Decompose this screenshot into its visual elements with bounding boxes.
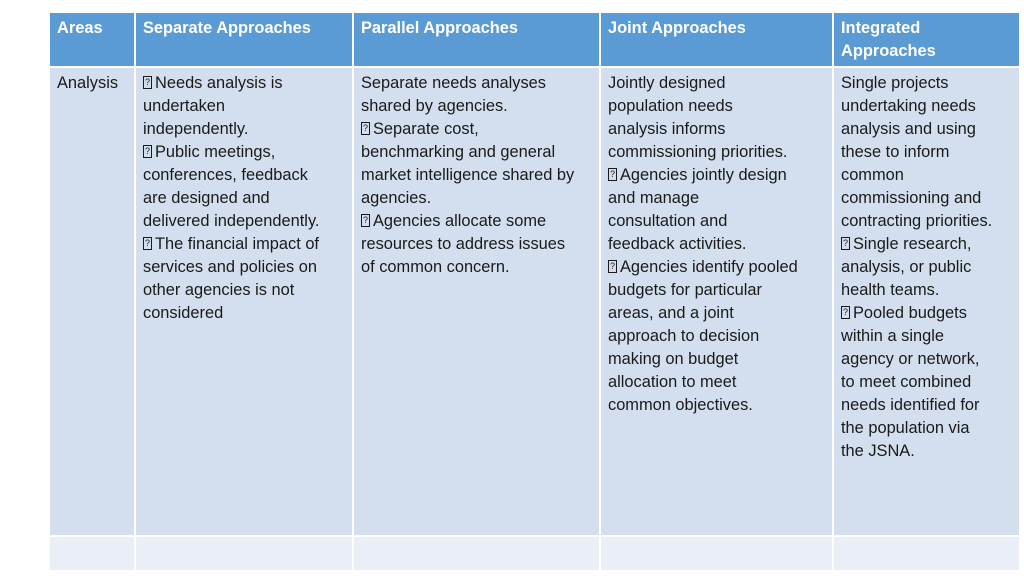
cell-line-text: needs identified for — [841, 396, 980, 414]
header-line: Integrated — [841, 19, 921, 37]
empty-cell — [354, 537, 599, 570]
cell-line-text: the population via — [841, 419, 970, 437]
cell-line — [361, 72, 593, 95]
cell-line — [143, 72, 346, 95]
missing-glyph-bullet-icon — [361, 122, 370, 135]
cell-line — [608, 371, 826, 394]
cell-line-text: Agencies jointly design — [620, 166, 787, 184]
cell-line-text: services and policies on — [143, 258, 318, 276]
cell-line-text: and manage — [608, 189, 700, 207]
cell-line-text: analysis and using — [841, 120, 976, 138]
cell-line — [841, 440, 1013, 463]
cell-line — [608, 325, 826, 348]
cell-line-text: Separate needs analyses — [361, 74, 546, 92]
cell-line-text: market intelligence shared by — [361, 166, 575, 184]
missing-glyph-bullet-icon — [841, 237, 850, 250]
cell-line — [608, 118, 826, 141]
cell-line-text: allocation to meet — [608, 373, 737, 391]
empty-cell — [50, 537, 134, 570]
cell-parallel — [354, 68, 599, 535]
cell-line — [608, 279, 826, 302]
cell-line — [608, 233, 826, 256]
empty-cell — [601, 537, 832, 570]
cell-line-text: Needs analysis is — [155, 74, 283, 92]
cell-line-text: resources to address issues — [361, 235, 566, 253]
header-line: Approaches — [841, 42, 936, 60]
cell-line — [841, 417, 1013, 440]
cell-line — [608, 95, 826, 118]
missing-glyph-bullet-icon — [608, 260, 617, 273]
cell-line-text: Jointly designed — [608, 74, 726, 92]
cell-line-text: feedback activities. — [608, 235, 747, 253]
empty-cell — [136, 537, 352, 570]
cell-line-text: undertaken — [143, 97, 226, 115]
missing-glyph-bullet-icon — [608, 168, 617, 181]
cell-line-text: Single research, — [853, 235, 972, 253]
cell-line-text: population needs — [608, 97, 733, 115]
cell-line — [608, 210, 826, 233]
cell-line — [841, 72, 1013, 95]
cell-line — [608, 187, 826, 210]
cell-line — [143, 279, 346, 302]
cell-line — [361, 210, 593, 233]
cell-line-text: Public meetings, — [155, 143, 276, 161]
cell-line-text: analysis informs — [608, 120, 726, 138]
cell-line — [361, 141, 593, 164]
cell-line — [608, 141, 826, 164]
header-areas — [50, 13, 134, 66]
header-line: Areas — [57, 19, 103, 37]
cell-line — [841, 371, 1013, 394]
cell-line — [608, 302, 826, 325]
cell-line — [841, 279, 1013, 302]
missing-glyph-bullet-icon — [143, 76, 152, 89]
cell-line-text: common objectives. — [608, 396, 753, 414]
cell-line-text: contracting priorities. — [841, 212, 993, 230]
empty-cell — [834, 537, 1019, 570]
cell-line — [841, 233, 1013, 256]
cell-line — [608, 164, 826, 187]
cell-line-text: approach to decision — [608, 327, 760, 345]
cell-line-text: shared by agencies. — [361, 97, 508, 115]
cell-line-text: health teams. — [841, 281, 940, 299]
cell-line-text: of common concern. — [361, 258, 510, 276]
cell-line — [143, 302, 346, 325]
cell-line-text: other agencies is not — [143, 281, 295, 299]
header-integrated-approaches — [834, 13, 1019, 66]
cell-line — [841, 394, 1013, 417]
cell-line — [841, 348, 1013, 371]
cell-line — [608, 72, 826, 95]
header-line: Joint Approaches — [608, 19, 746, 37]
cell-line — [361, 187, 593, 210]
cell-area-analysis — [50, 68, 134, 535]
cell-line-text: common — [841, 166, 904, 184]
cell-line — [841, 164, 1013, 187]
cell-line — [143, 256, 346, 279]
cell-line-text: considered — [143, 304, 224, 322]
header-parallel-approaches — [354, 13, 599, 66]
cell-line-text: these to inform — [841, 143, 950, 161]
cell-integrated — [834, 68, 1019, 535]
cell-line — [143, 118, 346, 141]
cell-line-text: to meet combined — [841, 373, 972, 391]
missing-glyph-bullet-icon — [143, 145, 152, 158]
cell-line-text: Separate cost, — [373, 120, 479, 138]
cell-line — [841, 187, 1013, 210]
cell-line-text: Single projects — [841, 74, 949, 92]
cell-line — [361, 256, 593, 279]
cell-line — [608, 256, 826, 279]
cell-line — [361, 164, 593, 187]
cell-line-text: delivered independently. — [143, 212, 320, 230]
cell-line-text: analysis, or public — [841, 258, 972, 276]
cell-line-text: consultation and — [608, 212, 728, 230]
header-joint-approaches — [601, 13, 832, 66]
cell-line-text: Agencies identify pooled — [620, 258, 798, 276]
cell-line-text: commissioning and — [841, 189, 982, 207]
cell-line — [143, 233, 346, 256]
cell-line — [841, 256, 1013, 279]
cell-joint — [601, 68, 832, 535]
cell-line — [841, 325, 1013, 348]
cell-line-text: are designed and — [143, 189, 270, 207]
missing-glyph-bullet-icon — [841, 306, 850, 319]
cell-separate — [136, 68, 352, 535]
cell-line-text: within a single — [841, 327, 944, 345]
cell-line — [361, 95, 593, 118]
cell-line — [841, 95, 1013, 118]
cell-line-text: Pooled budgets — [853, 304, 967, 322]
cell-line-text: benchmarking and general — [361, 143, 556, 161]
cell-line-text: areas, and a joint — [608, 304, 734, 322]
approaches-table — [50, 13, 1011, 566]
cell-line — [841, 118, 1013, 141]
cell-line-text: the JSNA. — [841, 442, 915, 460]
cell-line-text: commissioning priorities. — [608, 143, 788, 161]
cell-line — [143, 164, 346, 187]
cell-line-text: independently. — [143, 120, 249, 138]
missing-glyph-bullet-icon — [143, 237, 152, 250]
cell-line-text: Agencies allocate some — [373, 212, 547, 230]
header-separate-approaches — [136, 13, 352, 66]
cell-line-text: undertaking needs — [841, 97, 976, 115]
cell-line — [361, 118, 593, 141]
cell-line-text: conferences, feedback — [143, 166, 308, 184]
cell-line — [841, 210, 1013, 233]
header-line: Separate Approaches — [143, 19, 311, 37]
cell-line-text: budgets for particular — [608, 281, 762, 299]
cell-line — [841, 302, 1013, 325]
cell-line — [841, 141, 1013, 164]
cell-line — [608, 348, 826, 371]
header-line: Parallel Approaches — [361, 19, 518, 37]
cell-line-text: The financial impact of — [155, 235, 319, 253]
cell-line — [361, 233, 593, 256]
area-label: Analysis — [57, 74, 119, 92]
cell-line-text: agencies. — [361, 189, 432, 207]
cell-line — [143, 141, 346, 164]
cell-line-text: agency or network, — [841, 350, 980, 368]
missing-glyph-bullet-icon — [361, 214, 370, 227]
cell-line — [143, 95, 346, 118]
cell-line — [608, 394, 826, 417]
cell-line — [143, 210, 346, 233]
cell-line-text: making on budget — [608, 350, 739, 368]
cell-line — [143, 187, 346, 210]
